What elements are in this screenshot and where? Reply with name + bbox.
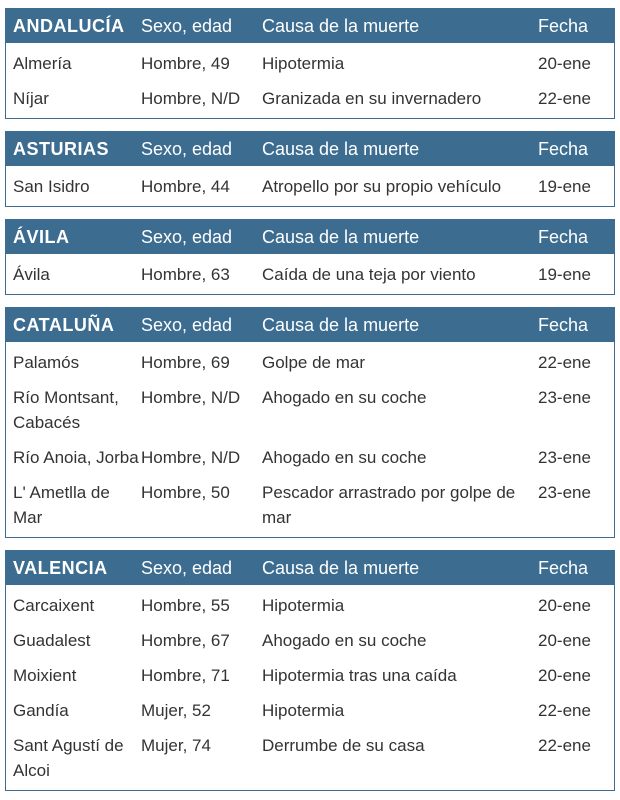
region-rows <box>6 342 614 537</box>
place-cell: Guadalest <box>13 631 91 650</box>
region-header <box>6 551 614 585</box>
place-cell: San Isidro <box>13 177 90 196</box>
cause-cell: Hipotermia <box>262 596 345 615</box>
column-header-cause: Causa de la muerte <box>262 226 420 247</box>
table-row <box>6 256 614 292</box>
column-header-sex-age: Sexo, edad <box>141 557 233 578</box>
cause-cell: Ahogado en su coche <box>262 388 427 407</box>
cause-cell: Hipotermia <box>262 54 345 73</box>
place-cell: L' Ametlla de Mar <box>13 483 110 527</box>
table-row <box>6 623 614 658</box>
place-cell: Sant Agustí de Alcoi <box>13 736 124 780</box>
place-cell: Gandía <box>13 701 69 720</box>
cause-cell: Caída de una teja por viento <box>262 265 476 284</box>
date-cell: 20-ene <box>538 54 591 73</box>
region-title: ANDALUCÍA <box>13 15 125 36</box>
sex-age-cell: Hombre, 69 <box>141 353 230 372</box>
sex-age-cell: Hombre, 44 <box>141 177 230 196</box>
cause-cell: Hipotermia tras una caída <box>262 666 457 685</box>
region-title: ÁVILA <box>13 226 70 247</box>
region-rows <box>6 43 614 118</box>
date-cell: 20-ene <box>538 631 591 650</box>
column-header-sex-age: Sexo, edad <box>141 15 233 36</box>
table-row <box>6 658 614 693</box>
region-title: VALENCIA <box>13 557 108 578</box>
date-cell: 20-ene <box>538 596 591 615</box>
region-table <box>5 550 615 791</box>
column-header-date: Fecha <box>538 226 589 247</box>
cause-cell: Pescador arrastrado por golpe de mar <box>262 483 516 527</box>
date-cell: 19-ene <box>538 265 591 284</box>
place-cell: Almería <box>13 54 72 73</box>
cause-cell: Granizada en su invernadero <box>262 89 482 108</box>
sex-age-cell: Hombre, 63 <box>141 265 230 284</box>
sex-age-cell: Hombre, 50 <box>141 483 230 502</box>
cause-cell: Ahogado en su coche <box>262 448 427 467</box>
table-row <box>6 168 614 204</box>
date-cell: 23-ene <box>538 448 591 467</box>
sex-age-cell: Hombre, N/D <box>141 89 241 108</box>
place-cell: Níjar <box>13 89 49 108</box>
cause-cell: Golpe de mar <box>262 353 365 372</box>
region-rows <box>6 254 614 294</box>
region-rows <box>6 166 614 206</box>
date-cell: 23-ene <box>538 388 591 407</box>
column-header-sex-age: Sexo, edad <box>141 226 233 247</box>
table-row <box>6 81 614 116</box>
sex-age-cell: Hombre, 55 <box>141 596 230 615</box>
sex-age-cell: Hombre, 49 <box>141 54 230 73</box>
column-header-date: Fecha <box>538 557 589 578</box>
place-cell: Río Montsant, Cabacés <box>13 388 119 432</box>
place-cell: Palamós <box>13 353 80 372</box>
region-table <box>5 307 615 538</box>
cause-cell: Derrumbe de su casa <box>262 736 425 755</box>
region-table <box>5 8 615 119</box>
date-cell: 19-ene <box>538 177 591 196</box>
place-cell: Moixient <box>13 666 77 685</box>
cause-cell: Atropello por su propio vehículo <box>262 177 502 196</box>
sex-age-cell: Mujer, 74 <box>141 736 211 755</box>
date-cell: 22-ene <box>538 736 591 755</box>
column-header-date: Fecha <box>538 138 589 159</box>
sex-age-cell: Hombre, 71 <box>141 666 230 685</box>
region-header <box>6 9 614 43</box>
date-cell: 22-ene <box>538 89 591 108</box>
cause-cell: Ahogado en su coche <box>262 631 427 650</box>
date-cell: 23-ene <box>538 483 591 502</box>
table-row <box>6 728 614 788</box>
table-row <box>6 693 614 728</box>
column-header-cause: Causa de la muerte <box>262 15 420 36</box>
column-header-cause: Causa de la muerte <box>262 557 420 578</box>
column-header-cause: Causa de la muerte <box>262 138 420 159</box>
place-cell: Ávila <box>13 265 50 284</box>
date-cell: 22-ene <box>538 701 591 720</box>
table-row <box>6 344 614 380</box>
region-rows <box>6 585 614 790</box>
date-cell: 20-ene <box>538 666 591 685</box>
region-table <box>5 131 615 207</box>
table-row <box>6 475 614 535</box>
cause-cell: Hipotermia <box>262 701 345 720</box>
date-cell: 22-ene <box>538 353 591 372</box>
sex-age-cell: Hombre, N/D <box>141 388 241 407</box>
sex-age-cell: Hombre, N/D <box>141 448 241 467</box>
region-title: ASTURIAS <box>13 138 110 159</box>
column-header-date: Fecha <box>538 314 589 335</box>
table-row <box>6 587 614 623</box>
column-header-sex-age: Sexo, edad <box>141 138 233 159</box>
sex-age-cell: Mujer, 52 <box>141 701 211 720</box>
table-row <box>6 380 614 440</box>
column-header-date: Fecha <box>538 15 589 36</box>
table-row <box>6 440 614 475</box>
region-table <box>5 219 615 295</box>
region-title: CATALUÑA <box>13 314 115 335</box>
place-cell: Carcaixent <box>13 596 95 615</box>
column-header-sex-age: Sexo, edad <box>141 314 233 335</box>
column-header-cause: Causa de la muerte <box>262 314 420 335</box>
place-cell: Río Anoia, Jorba <box>13 448 139 467</box>
sex-age-cell: Hombre, 67 <box>141 631 230 650</box>
region-header <box>6 220 614 254</box>
region-header <box>6 132 614 166</box>
region-header <box>6 308 614 342</box>
table-row <box>6 45 614 81</box>
